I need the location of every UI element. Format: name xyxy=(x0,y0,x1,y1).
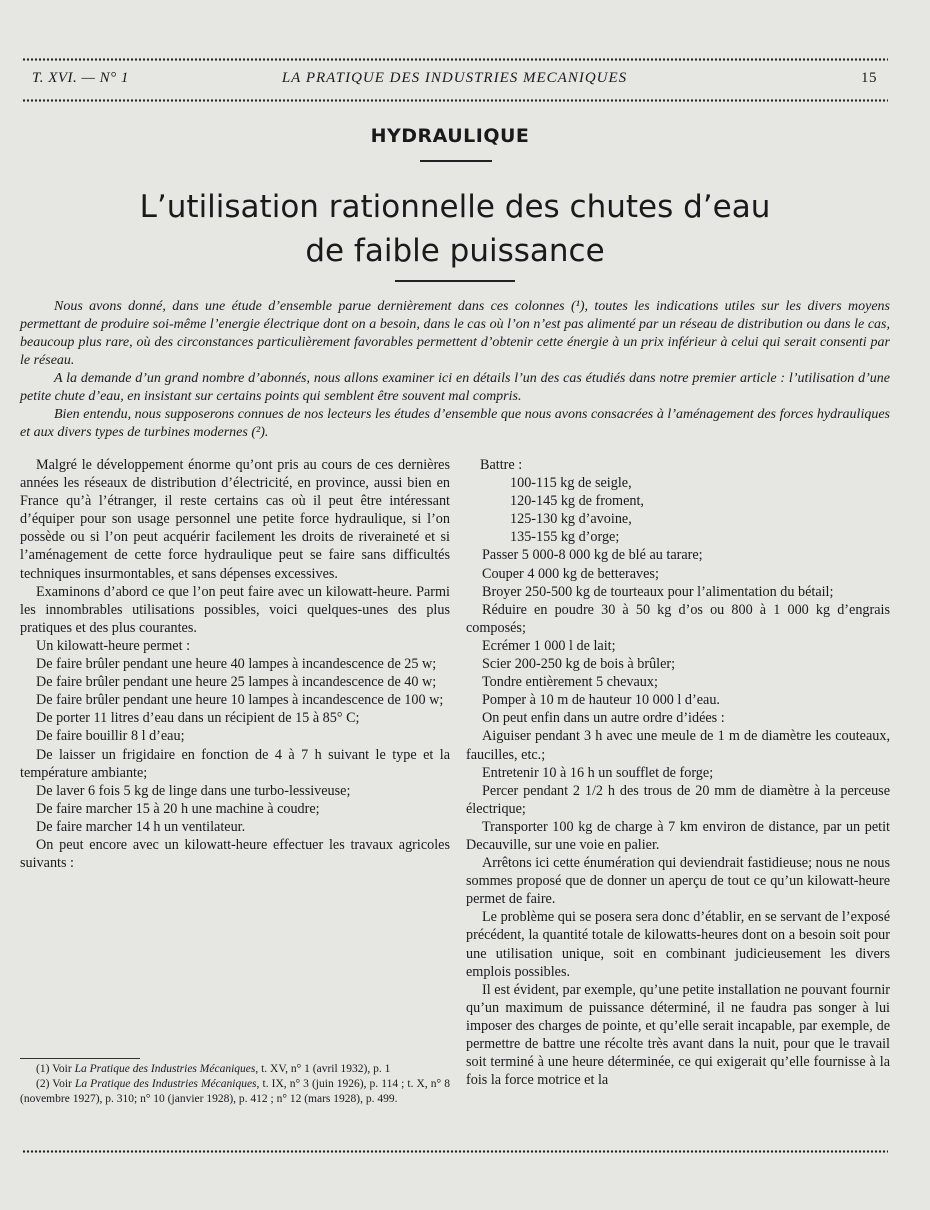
list-item: 100-115 kg de seigle, xyxy=(510,475,632,492)
body-paragraph: Tondre entièrement 5 chevaux; xyxy=(482,674,658,691)
footnote-1: (1) Voir La Pratique des Industries Mécaniques, t. XV, n° 1 (avril 1932), p. 1 xyxy=(36,1063,391,1075)
body-paragraph: Battre : xyxy=(480,457,523,473)
journal-title: La Pratique des Industries Mécaniques xyxy=(74,1063,256,1075)
intro-paragraph: Nous avons donné, dans une étude d’ensemble parue dernièrement dans ces colonnes (¹), toutes les indications utiles sur les divers moyens permettant de produire soi-même l’energie électrique dont on a besoin, dans le cas où l’on n’est pas alimenté par un réseau de distribution ou dans le cas, beaucoup plus rare, où des circonstances particulièrement favorables permettent d’obtenir cette énergie à un prix inférieur à celui qui serait consenti par le réseau. xyxy=(20,299,890,368)
body-paragraph: Percer pendant 2 1/2 h des trous de 20 mm de diamètre à la perceuse électrique; xyxy=(466,782,890,817)
body-paragraph: Arrêtons ici cette énumération qui deviendrait fastidieuse; nous ne nous sommes proposé que de donner un aperçu de tout ce qu’un kilowatt-heure permet de faire. xyxy=(466,855,890,908)
body-paragraph: Il est évident, par exemple, qu’une petite installation ne pouvant fournir qu’un maximum de puissance déterminé, il ne faudra pas songer à lui imposer des charges de pointe, et qu’elle serait incapable, par exemple, de permettre de battre une récolte très avant dans la nuit, pour que le travail soit terminé à une heure déterminée, ce qui exigerait qu’elle fournisse à la fois la force motrice et la xyxy=(466,981,890,1089)
body-paragraph: De faire marcher 14 h un ventilateur. xyxy=(36,818,246,835)
body-paragraph: On peut enfin dans un autre ordre d’idées : xyxy=(482,710,725,727)
body-paragraph: Un kilowatt-heure permet : xyxy=(36,637,191,654)
article-title-line-1: L’utilisation rationnelle des chutes d’eau xyxy=(139,189,771,225)
footnote-2: (2) Voir La Pratique des Industries Mécaniques, t. IX, n° 3 (juin 1926), p. 114 ; t. X, n° 8 (novembre 1927), p. 310; n° 10 (janvier 1928), p. 412 ; n° 12 (mars 1928), p. 499. xyxy=(20,1078,450,1105)
body-paragraph: De faire brûler pendant une heure 25 lampes à incandescence de 40 w; xyxy=(36,674,437,691)
volume-number: T. XVI. — N° 1 xyxy=(32,70,129,86)
right-column xyxy=(466,456,890,1089)
footnote-rule xyxy=(20,1058,140,1059)
article-title-line-2: de faible puissance xyxy=(305,233,605,269)
body-paragraph: Aiguiser pendant 3 h avec une meule de 1 m de diamètre les couteaux, faucilles, etc.; xyxy=(466,728,890,763)
body-paragraph: Pomper à 10 m de hauteur 10 000 l d’eau. xyxy=(482,692,720,709)
body-paragraph: De faire brûler pendant une heure 40 lampes à incandescence de 25 w; xyxy=(36,656,437,673)
running-header xyxy=(32,70,877,92)
title-divider xyxy=(395,280,515,282)
list-item: 125-130 kg d’avoine, xyxy=(510,511,632,528)
intro-chapeau xyxy=(20,298,890,442)
body-paragraph: Broyer 250-500 kg de tourteaux pour l’alimentation du bétail; xyxy=(482,583,834,600)
footer-rule xyxy=(22,1150,888,1153)
list-item: 120-145 kg de froment, xyxy=(510,493,644,510)
body-paragraph: De faire brûler pendant une heure 10 lampes à incandescence de 100 w; xyxy=(36,692,444,709)
body-paragraph: De laisser un frigidaire en fonction de 4 à 7 h suivant le type et la température ambiante; xyxy=(20,746,450,781)
left-column xyxy=(20,456,450,872)
body-paragraph: Transporter 100 kg de charge à 7 km environ de distance, par un petit Decauville, sur une voie en palier. xyxy=(466,818,890,853)
footnotes xyxy=(20,1062,450,1107)
body-paragraph: De laver 6 fois 5 kg de linge dans une turbo-lessiveuse; xyxy=(36,782,351,799)
section-heading: HYDRAULIQUE xyxy=(370,125,530,147)
intro-paragraph: A la demande d’un grand nombre d’abonnés, nous allons examiner ici en détails l’un des cas étudiés dans notre premier article : l’utilisation d’une petite chute d’eau, en insistant sur certains points qui semblent être souvent mal compris. xyxy=(20,371,890,404)
header-bottom-rule xyxy=(22,99,888,102)
body-paragraph: Entretenir 10 à 16 h un soufflet de forge; xyxy=(482,764,714,781)
body-paragraph: De faire bouillir 8 l d’eau; xyxy=(36,728,185,745)
body-paragraph: De porter 11 litres d’eau dans un récipient de 15 à 85° C; xyxy=(36,710,360,727)
body-paragraph: Réduire en poudre 30 à 50 kg d’os ou 800 à 1 000 kg d’engrais composés; xyxy=(466,601,890,636)
list-item: 135-155 kg d’orge; xyxy=(510,529,620,546)
journal-title: La Pratique des Industries Mécaniques xyxy=(74,1078,257,1090)
page-number: 15 xyxy=(861,70,877,86)
header-top-rule xyxy=(22,58,888,61)
body-paragraph: On peut encore avec un kilowatt-heure effectuer les travaux agricoles suivants : xyxy=(20,836,450,872)
body-paragraph: Passer 5 000-8 000 kg de blé au tarare; xyxy=(482,547,703,564)
body-paragraph: Couper 4 000 kg de betteraves; xyxy=(482,565,659,582)
body-paragraph: Malgré le développement énorme qu’ont pris au cours de ces dernières années les réseaux de distribution d’électricité, en province, aussi bien en France qu’à l’étranger, il reste certains cas où il peut être intéressant d’équiper pour son usage personnel une petite force hydraulique, si l’on possède ou si l’on peut acquérir facilement les droits de riveraineté et si l’aménagement de cette force hydraulique peut se faire sans difficultés techniques insurmontables, et sans dépenses excessives. xyxy=(20,457,450,582)
journal-name: LA PRATIQUE DES INDUSTRIES MECANIQUES xyxy=(281,70,628,86)
body-paragraph: Le problème qui se posera sera donc d’établir, en se servant de l’exposé précédent, la quantité totale de kilowatts-heures dont on a besoin soit pour une utilisation unique, soit en combinant judicieusement les divers emplois possibles. xyxy=(466,909,890,980)
body-paragraph: Scier 200-250 kg de bois à brûler; xyxy=(482,656,676,673)
intro-paragraph: Bien entendu, nous supposerons connues de nos lecteurs les études d’ensemble que nous avons consacrées à l’aménagement des forces hydrauliques et aux divers types de turbines modernes (²). xyxy=(20,407,890,440)
body-paragraph: Examinons d’abord ce que l’on peut faire avec un kilowatt-heure. Parmi les innombrables utilisations possibles, voici quelques-unes des plus pratiques et des plus courantes. xyxy=(20,583,450,636)
section-divider xyxy=(420,160,492,162)
body-paragraph: Ecrémer 1 000 l de lait; xyxy=(482,637,616,654)
body-paragraph: De faire marcher 15 à 20 h une machine à coudre; xyxy=(36,800,320,817)
